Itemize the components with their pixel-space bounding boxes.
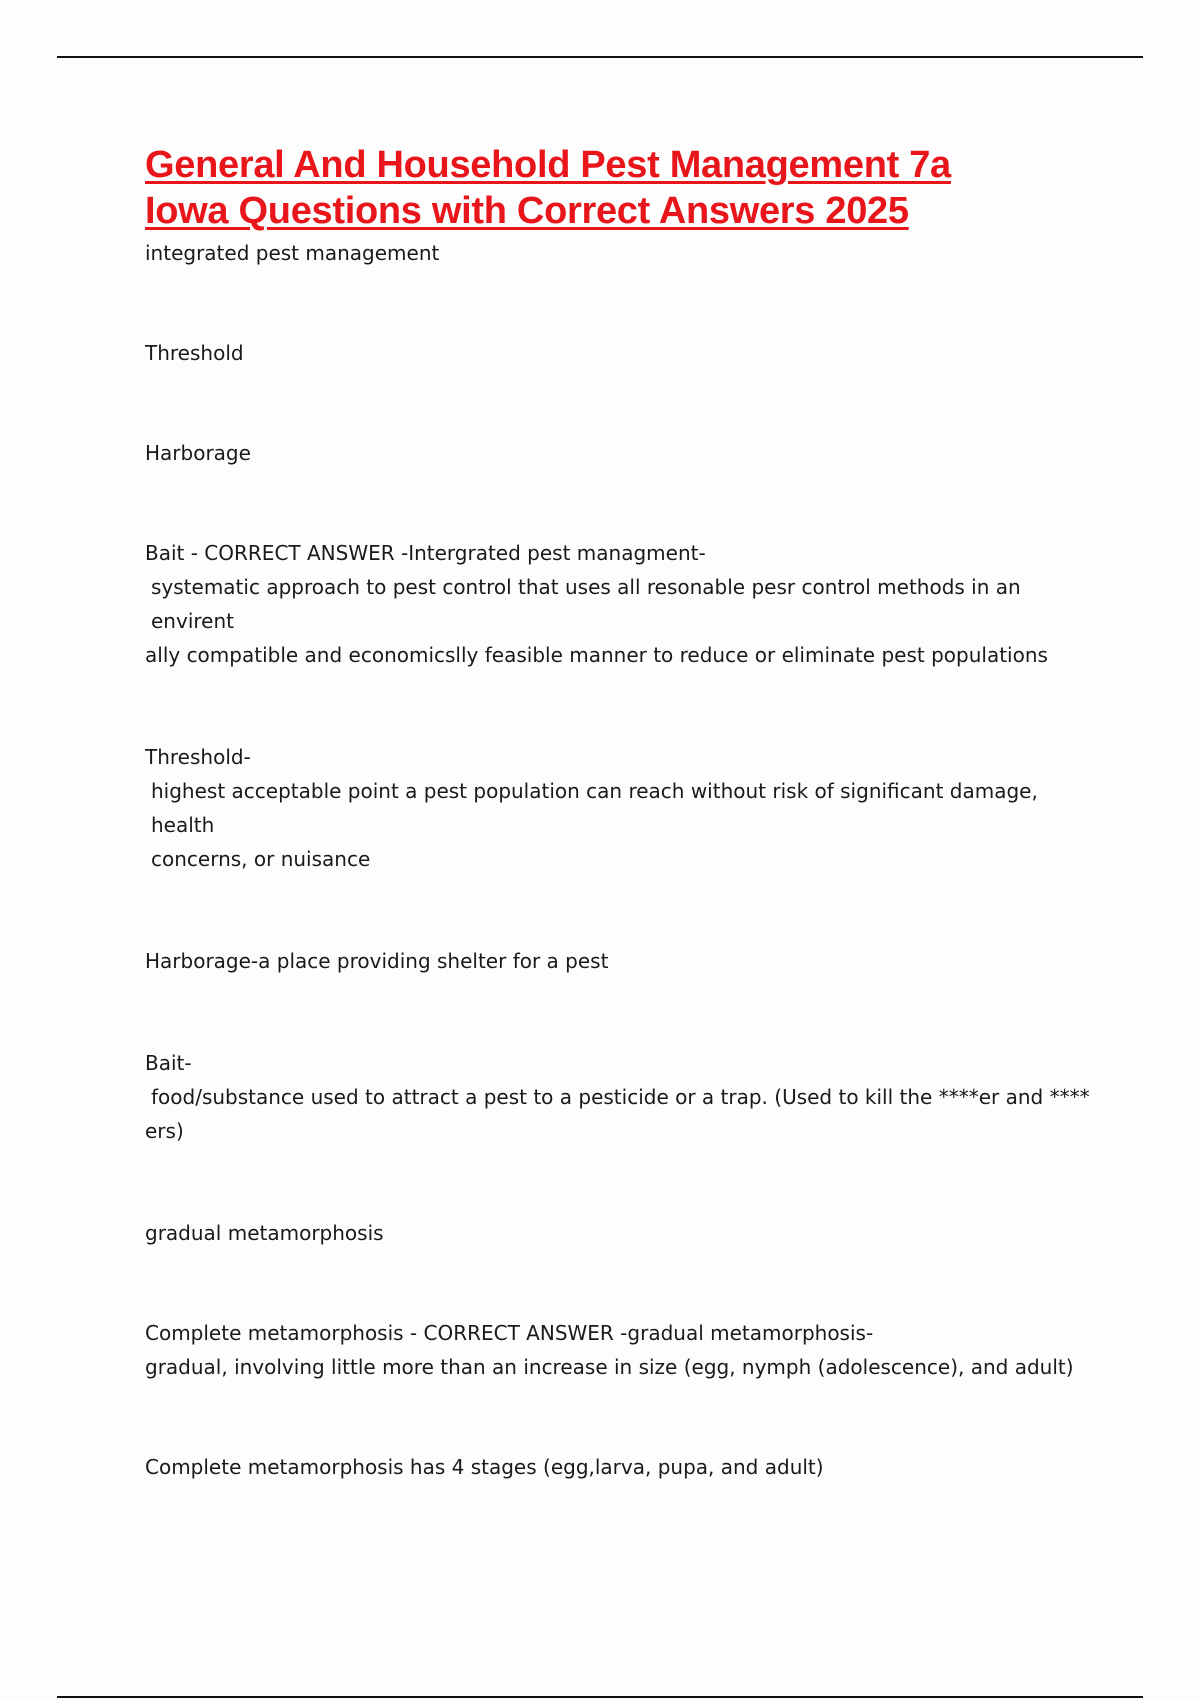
answer-text: gradual, involving little more than an increase in size (egg, nymph (adolescence), and adult) [145,1355,1074,1379]
term-integrated-pest-management: integrated pest management [145,241,440,265]
page-top-rule [57,56,1143,58]
answer-block-ipm [145,536,1105,672]
answer-heading: Bait- [145,1051,192,1075]
term-gradual-metamorphosis: gradual metamorphosis [145,1221,384,1245]
answer-complete-metamorphosis: Complete metamorphosis has 4 stages (egg,larva, pupa, and adult) [145,1455,824,1479]
answer-text: food/substance used to attract a pest to a pesticide or a trap. (Used to kill the ****er and **** [151,1085,1090,1109]
document-title [145,142,1105,234]
answer-block-gradual-metamorphosis [145,1316,1105,1384]
term-threshold: Threshold [145,341,244,365]
answer-text: ers) [145,1119,184,1143]
answer-text: highest acceptable point a pest population can reach without risk of significant damage, health [151,779,1045,837]
answer-harborage: Harborage-a place providing shelter for a pest [145,949,609,973]
answer-block-threshold [145,740,1105,876]
answer-heading: Complete metamorphosis - CORRECT ANSWER -gradual metamorphosis- [145,1321,874,1345]
title-line-2: Iowa Questions with Correct Answers 2025 [145,190,909,232]
title-line-1: General And Household Pest Management 7a [145,144,951,186]
answer-heading: Bait - CORRECT ANSWER -Intergrated pest managment- [145,541,706,565]
page-bottom-rule [57,1696,1143,1698]
answer-block-bait [145,1046,1105,1148]
answer-text: ally compatible and economicslly feasible manner to reduce or eliminate pest populations [145,643,1048,667]
term-harborage: Harborage [145,441,251,465]
answer-heading: Threshold- [145,745,251,769]
answer-text: concerns, or nuisance [151,847,371,871]
answer-text: systematic approach to pest control that uses all resonable pesr control methods in an envirent [151,575,1028,633]
document-body [145,142,1105,1484]
